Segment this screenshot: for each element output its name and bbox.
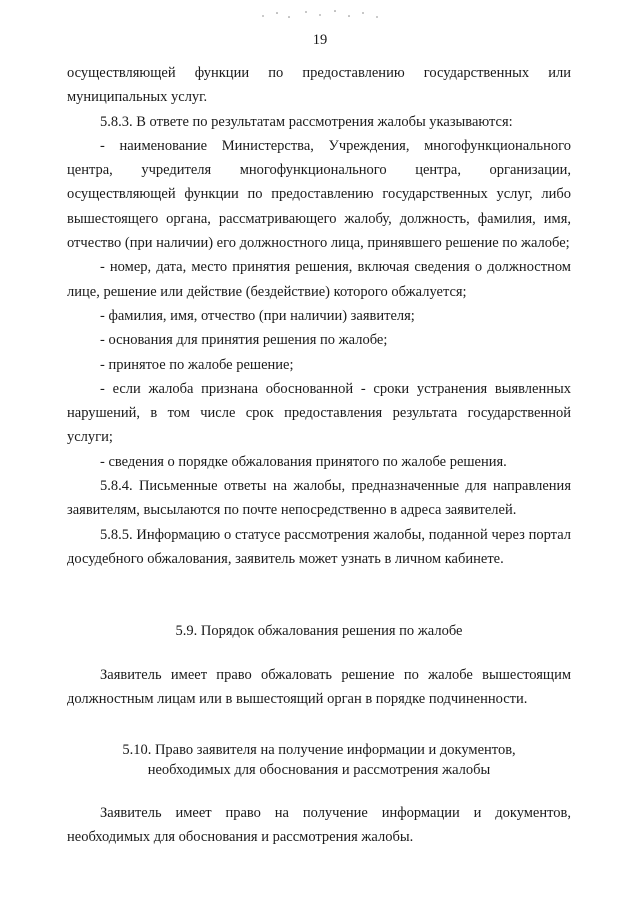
section-heading-5-10-line2: необходимых для обоснования и рассмотрения жалобы — [147, 762, 491, 778]
section-heading-5-10-line1: 5.10. Право заявителя на получение информации и документов, — [122, 742, 516, 758]
section-5-10-body — [67, 801, 571, 850]
section-5-9-body — [67, 663, 571, 712]
list-item-name: - наименование Министерства, Учреждения, многофункционального центра, учредителя многофункционального центра, организации, осуществляющей функции по предоставлению государственных услуг, либо вышестоящего органа, рассматривающего жалобу, должность, фамилия, имя, отчество (при наличии) его должностного лица, принявшего решение по жалобе; — [67, 137, 571, 252]
list-item-applicant-name: - фамилия, имя, отчество (при наличии) заявителя; — [100, 307, 415, 324]
paragraph-5-10: Заявитель имеет право на получение информации и документов, необходимых для обоснования и рассмотрения жалобы. — [67, 805, 571, 846]
paragraph-5-8-5: 5.8.5. Информацию о статусе рассмотрения жалобы, поданной через портал досудебного обжалования, заявитель может узнать в личном кабинете. — [67, 526, 571, 567]
list-item-decision: - принятое по жалобе решение; — [100, 356, 294, 373]
paragraph-5-8-3: 5.8.3. В ответе по результатам рассмотрения жалобы указываются: — [100, 113, 513, 130]
list-item-deadlines: - если жалоба признана обоснованной - сроки устранения выявленных нарушений, в том числе срок предоставления результата государственной услуги; — [67, 380, 571, 446]
list-item-number-date: - номер, дата, место принятия решения, включая сведения о должностном лице, решение или действие (бездействие) которого обжалуется; — [67, 259, 571, 300]
section-heading-5-9: 5.9. Порядок обжалования решения по жалобе — [175, 623, 463, 639]
paragraph-5-9: Заявитель имеет право обжаловать решение по жалобе вышестоящим должностным лицам или в вышестоящий орган в порядке подчиненности. — [67, 667, 571, 708]
body-text — [67, 61, 571, 571]
paragraph-5-8-4: 5.8.4. Письменные ответы на жалобы, предназначенные для направления заявителям, высылаются по почте непосредственно в адреса заявителей. — [67, 478, 571, 519]
list-item-grounds: - основания для принятия решения по жалобе; — [100, 332, 388, 349]
list-item-appeal-procedure: - сведения о порядке обжалования принятого по жалобе решения. — [100, 453, 507, 470]
paragraph-continuation: осуществляющей функции по предоставлению государственных или муниципальных услуг. — [67, 65, 571, 106]
scan-artifact — [258, 6, 388, 24]
page-number: 19 — [312, 32, 328, 48]
